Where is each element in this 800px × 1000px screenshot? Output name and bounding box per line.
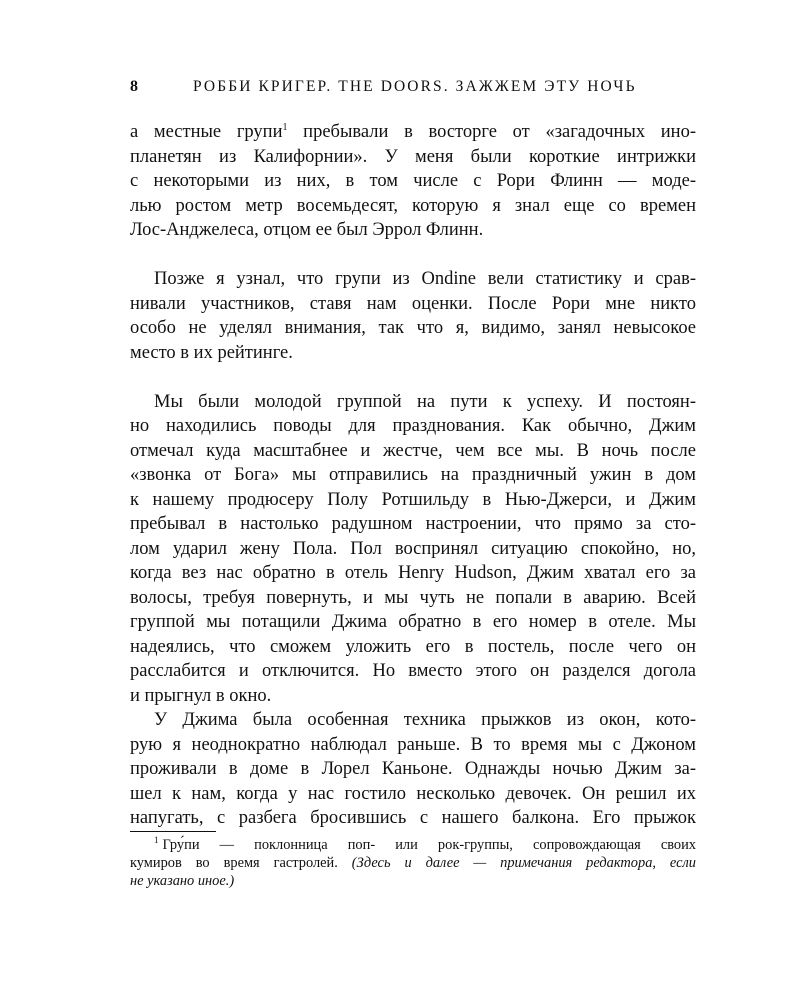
editor-note: (Здесь и далее — примечания редактора, если [351,855,696,871]
text-line: но находились поводы для празднования. Как обычно, Джим [130,416,696,436]
text-line: и прыгнул в окно. [130,685,272,706]
page-number: 8 [130,78,138,95]
footnote-text: кумиров во время гастролей. [130,855,352,871]
text-line: с некоторыми из них, в том числе с Рори Флинн — моде- [130,171,696,191]
text-line: проживали в доме в Лорел Каньоне. Однажды ночью Джим за- [130,759,696,779]
footnote-mark: 1 [154,835,159,846]
paragraph [130,708,696,831]
text-line: к нашему продюсеру Полу Ротшильду в Нью-Джерси, и Джим [130,489,696,510]
text-line: группой мы потащили Джима обратно в его номер в отеле. Мы [130,612,696,632]
text-line: шел к нам, когда у нас гостило несколько девочек. Он решил их [130,783,696,804]
text-line: напугать, с разбега бросившись с нашего балкона. Его прыжок [130,808,696,828]
footnote-text: Гру́пи — поклонница поп- или рок-группы, сопровождающая своих [162,837,696,853]
text-line: пребывал в настолько радушном настроении, что прямо за сто- [130,514,696,534]
text-line: Позже я узнал, что групи из Ondine вели статистику и срав- [154,269,696,289]
footnotes [130,836,696,890]
text-line: лью ростом метр восемьдесят, которую я знал еще со времен [130,195,696,216]
text-line: расслабится и отключится. Но вместо этого он разделся догола [130,661,696,681]
text-line: надеялись, что сможем уложить его в постель, после чего он [130,636,696,657]
running-title: РОББИ КРИГЕР. THE DOORS. ЗАЖЖЕМ ЭТУ НОЧЬ [193,78,637,95]
text-line: лом ударил жену Пола. Пол воспринял ситуацию спокойно, но, [130,538,696,559]
text-line [130,120,696,145]
text-span: пребывали в восторге от «загадочных ино- [287,122,696,142]
footnote-divider [130,831,216,832]
footnote-reference[interactable]: 1 [282,121,288,133]
section-break [130,243,696,268]
paragraph [130,120,696,243]
text-line: Мы были молодой группой на пути к успеху. И постоян- [154,391,696,412]
footnote-line: не указано иное.) [130,873,235,889]
footnote-line [130,836,696,854]
text-line: планетян из Калифорнии». У меня были короткие интрижки [130,146,696,167]
text-line: волосы, требуя повернуть, и мы чуть не попали в аварию. Всей [130,587,696,608]
text-line: когда вез нас обратно в отель Henry Hudson, Джим хватал его за [130,563,696,583]
text-line: особо не уделял внимания, так что я, видимо, занял невысокое [130,318,696,338]
text-line: рую я неоднократно наблюдал раньше. В то время мы с Джоном [130,734,696,755]
paragraph [130,267,696,365]
footnote-line [130,854,696,872]
text-span: а местные групи [130,122,283,142]
text-line: место в их рейтинге. [130,342,293,363]
text-line: У Джима была особенная техника прыжков из окон, кото- [154,710,696,730]
body-text [130,120,696,831]
text-line: отмечал куда масштабнее и жестче, чем все мы. В ночь после [130,440,696,461]
text-line: нивали участников, ставя нам оценки. После Рори мне никто [130,293,696,314]
section-break [130,365,696,390]
text-line: «звонка от Бога» мы отправились на праздничный ужин в дом [130,465,696,485]
paragraph [130,390,696,709]
text-line: Лос-Анджелеса, отцом ее был Эррол Флинн. [130,220,484,240]
